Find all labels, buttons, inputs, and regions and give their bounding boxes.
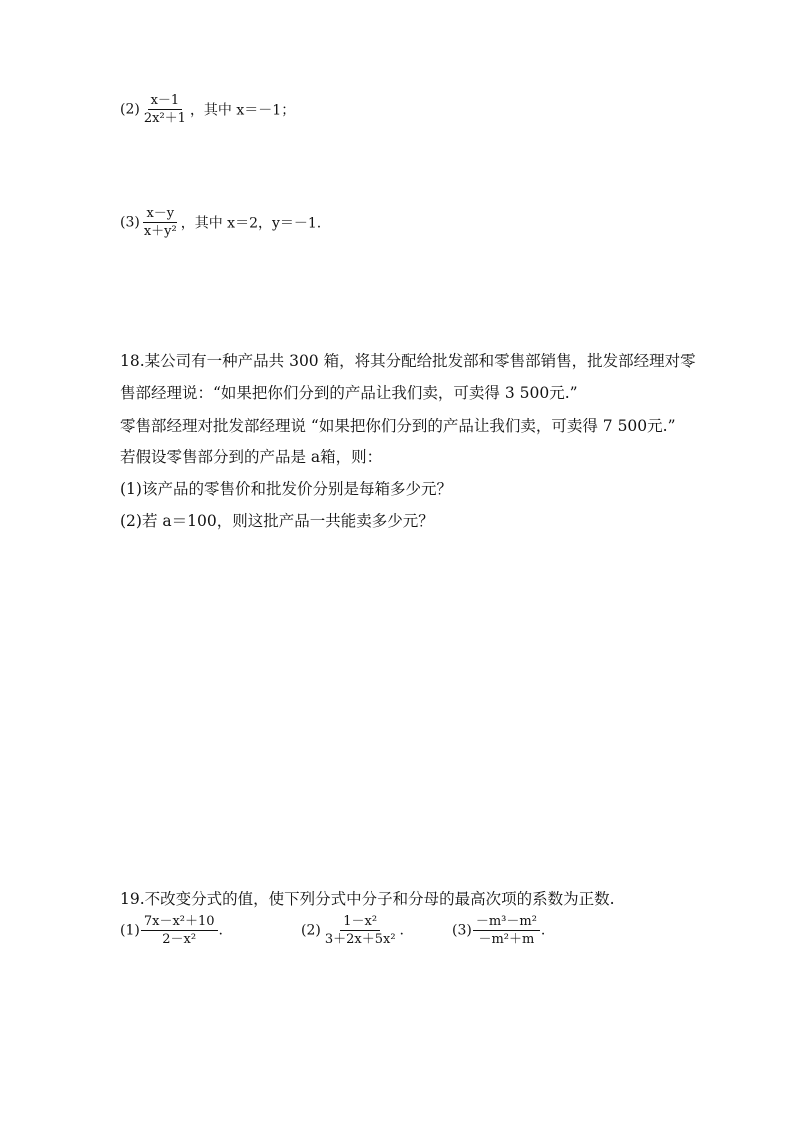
- fraction: [322, 914, 399, 947]
- q19-item-label: (2): [301, 922, 321, 939]
- q18-subquestion-1: (1)该产品的零售价和批发价分别是每箱多少元？: [120, 480, 452, 498]
- q19-item-suffix: .: [540, 922, 546, 939]
- q19-item-suffix: .: [399, 922, 404, 939]
- q17-part2-label: (2): [120, 101, 140, 118]
- numerator: 1－x²: [340, 914, 380, 931]
- fraction: [473, 914, 540, 947]
- denominator: 2－x²: [162, 932, 197, 947]
- q17-part3-label: (3): [120, 214, 140, 231]
- denominator: x＋y²: [143, 224, 177, 239]
- q18-line-2: 售部经理说：“如果把你们分到的产品让我们卖，可卖得 3 500元.”: [120, 384, 578, 402]
- q17-part2-condition: ，其中 x＝－1；: [189, 102, 296, 119]
- q18-line-3: 零售部经理对批发部经理说 “如果把你们分到的产品让我们卖，可卖得 7 500元.”: [120, 417, 676, 435]
- q19-item-suffix: .: [218, 922, 223, 939]
- q17-part3: [120, 206, 321, 239]
- denominator: 3＋2x＋5x²: [324, 932, 396, 947]
- q17-part3-condition: ，其中 x＝2，y＝－1.: [180, 215, 322, 232]
- denominator: 2x²＋1: [143, 111, 186, 126]
- q18-line-4: 若假设零售部分到的产品是 a箱，则：: [120, 448, 383, 466]
- q18-subquestion-2: (2)若 a＝100，则这批产品一共能卖多少元？: [120, 512, 434, 530]
- q19-item-label: (3): [452, 922, 472, 939]
- q19-item-3: [452, 914, 545, 947]
- q18-line-1: 18.某公司有一种产品共 300 箱，将其分配给批发部和零售部销售，批发部经理对零: [120, 352, 696, 370]
- q19-item-2: [301, 914, 404, 947]
- fraction: [141, 93, 189, 126]
- q19-item-label: (1): [120, 922, 140, 939]
- numerator: －m³－m²: [473, 914, 540, 931]
- fraction: [141, 914, 218, 947]
- numerator: x－1: [148, 93, 183, 110]
- numerator: 7x－x²＋10: [141, 914, 218, 931]
- q17-part2: [120, 93, 295, 126]
- q19-title: 19.不改变分式的值，使下列分式中分子和分母的最高次项的系数为正数.: [120, 890, 615, 908]
- q19-item-1: [120, 914, 223, 947]
- fraction: [141, 206, 180, 239]
- denominator: －m²＋m: [478, 932, 535, 947]
- numerator: x－y: [143, 206, 177, 223]
